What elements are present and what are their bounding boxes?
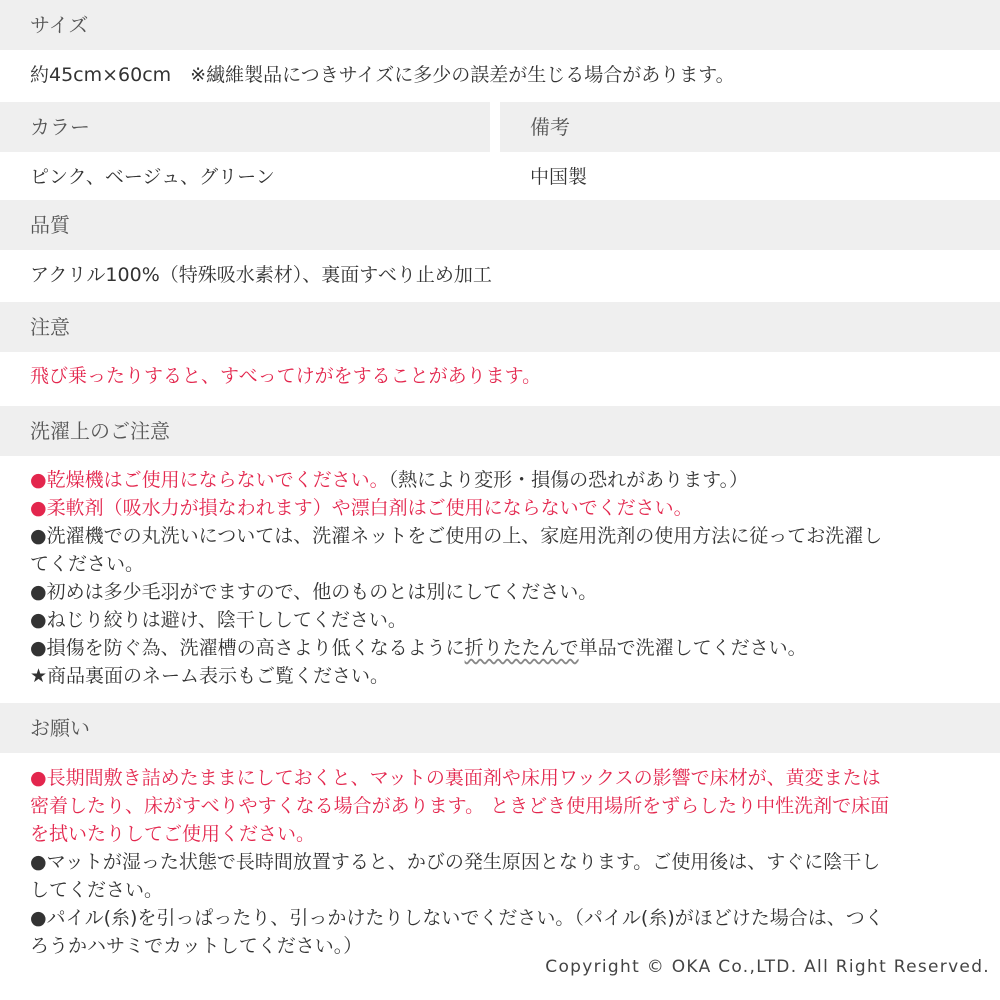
washing-line-8: ★商品裏面のネーム表示もご覧ください。 [30,665,390,687]
size-header: サイズ [0,0,1000,50]
request-header: お願い [0,703,1000,753]
washing-line-1-warning: ●乾燥機はご使用にならないでください。 [30,469,389,491]
washing-header: 洗濯上のご注意 [0,406,1000,456]
washing-line-1 [30,466,990,494]
washing-line-5: ●初めは多少毛羽がでますので、他のものとは別にしてください。 [30,581,598,603]
size-value: 約45cm×60cm ※繊維製品につきサイズに多少の誤差が生じる場合があります。 [30,64,735,86]
color-header: カラー [0,102,490,152]
washing-line-6: ●ねじり絞りは避け、陰干ししてください。 [30,609,407,631]
caution-value: 飛び乗ったりすると、すべってけがをすることがあります。 [30,365,542,387]
washing-line-7 [30,634,990,662]
copyright-notice: Copyright © OKA Co.,LTD. All Right Reserved. [545,957,990,977]
remarks-value: 中国製 [530,166,588,188]
request-line-2: 密着したり、床がすべりやすくなる場合があります。 ときどき使用場所をずらしたり中性洗剤で床面 [30,795,890,817]
quality-header: 品質 [0,200,1000,250]
caution-header: 注意 [0,302,1000,352]
washing-line-4: てください。 [30,553,145,575]
color-value: ピンク、ベージュ、グリーン [30,166,275,188]
washing-line-7-a: ●損傷を防ぐ為、洗濯槽の高さより低くなるように [30,637,465,659]
washing-line-1-note: （熱により変形・損傷の恐れがあります。） [388,469,749,491]
washing-line-2: ●柔軟剤（吸水力が損なわれます）や漂白剤はご使用にならないでください。 [30,497,693,519]
request-line-4: ●マットが湿った状態で長時間放置すると、かびの発生原因となります。ご使用後は、すぐに陰干し [30,851,881,873]
request-line-3: を拭いたりしてご使用ください。 [30,823,316,845]
remarks-header: 備考 [500,102,1000,152]
request-notes [30,764,990,960]
request-line-6: ●パイル(糸)を引っぱったり、引っかけたりしないでください。（パイル(糸)がほどけた場合は、つく [30,907,884,929]
washing-line-7-underlined: 折りたたんで [464,637,579,659]
quality-value: アクリル100%（特殊吸水素材）、裏面すべり止め加工 [30,264,492,286]
washing-line-7-c: 単品で洗濯してください。 [578,637,807,659]
request-line-7: ろうかハサミでカットしてください。） [30,935,363,957]
washing-line-3: ●洗濯機での丸洗いについては、洗濯ネットをご使用の上、家庭用洗剤の使用方法に従ってお洗濯し [30,525,883,547]
washing-notes [30,466,990,690]
request-line-5: してください。 [30,879,164,901]
request-line-1: ●長期間敷き詰めたままにしておくと、マットの裏面剤や床用ワックスの影響で床材が、黄変または [30,767,881,789]
